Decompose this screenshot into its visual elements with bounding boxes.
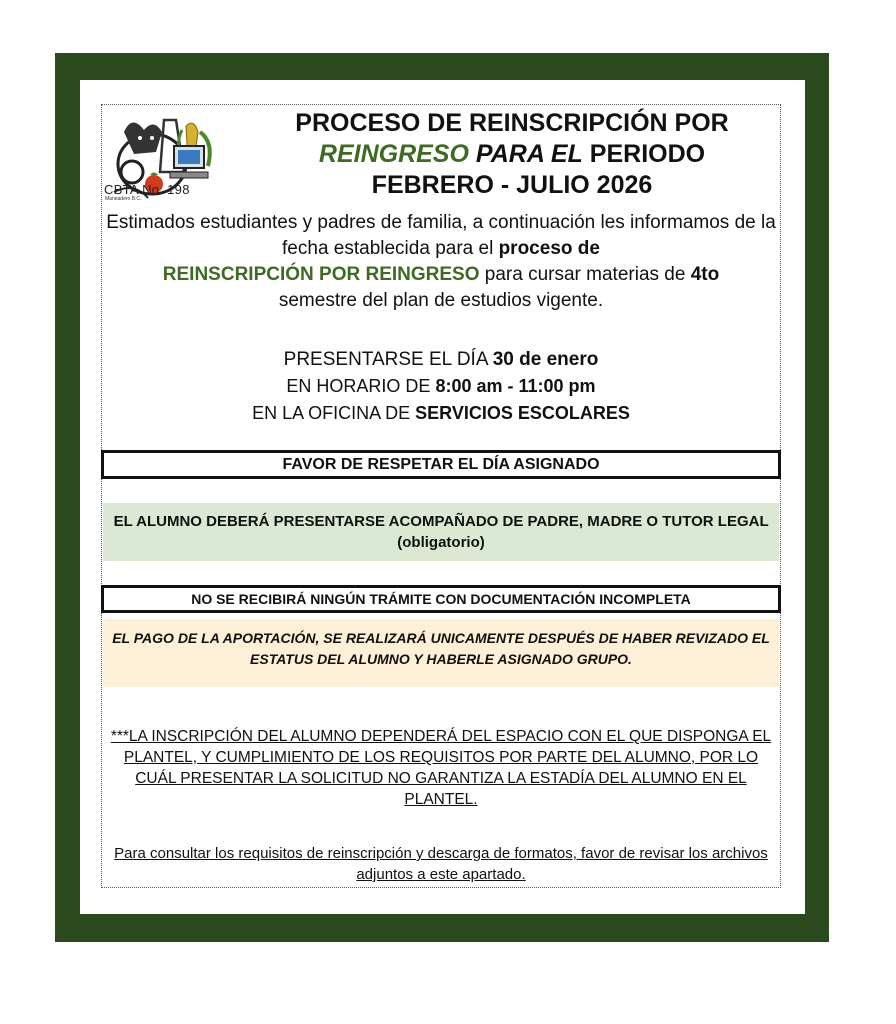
day-label: PRESENTARSE EL DÍA xyxy=(283,349,488,370)
intro-text-3: semestre del plan de estudios vigente. xyxy=(278,290,604,311)
intro-green: REINSCRIPCIÓN POR REINGRESO xyxy=(162,264,480,285)
office-value: SERVICIOS ESCOLARES xyxy=(415,403,630,423)
intro-bold-1: proceso de xyxy=(498,238,600,259)
title-line-2 xyxy=(240,139,784,170)
page-title xyxy=(240,108,784,201)
office-label: EN LA OFICINA DE xyxy=(252,403,411,423)
schedule-day xyxy=(105,346,777,373)
hours-label: EN HORARIO DE xyxy=(286,376,431,396)
notice-parent-band xyxy=(103,503,779,561)
title-para-el: PARA EL xyxy=(475,140,583,168)
notice-payment-band: EL PAGO DE LA APORTACIÓN, SE REALIZARÁ UNICAMENTE DESPUÉS DE HABER REVIZADO EL ESTATUS DEL ALUMNO Y HABERLE ASIGNADO GRUPO. xyxy=(103,619,779,687)
intro-text-2: para cursar materias de xyxy=(484,264,686,285)
logo-sublabel: Maneadero B.C. xyxy=(105,196,142,202)
intro-paragraph xyxy=(105,210,777,314)
hours-value: 8:00 am - 11:00 pm xyxy=(435,376,596,396)
disclaimer-text: ***LA INSCRIPCIÓN DEL ALUMNO DEPENDERÁ DEL ESPACIO CON EL QUE DISPONGA EL PLANTEL, Y CUMPLIMIENTO DE LOS REQUISITOS POR PARTE DEL ALUMNO, POR LO CUÁL PRESENTAR LA SOLICITUD NO GARANTIZA LA ESTADÍA DEL ALUMNO EN EL PLANTEL. xyxy=(110,728,772,808)
notice-parent-extra: (obligatorio) xyxy=(397,534,485,551)
consult-text: Para consultar los requisitos de reinscripción y descarga de formatos, favor de revisar los archivos adjuntos a este apartado. xyxy=(114,845,768,883)
notice-parent-main: EL ALUMNO DEBERÁ PRESENTARSE ACOMPAÑADO DE PADRE, MADRE O TUTOR LEGAL xyxy=(113,513,769,530)
schedule-block xyxy=(105,346,777,427)
intro-bold-2: 4to xyxy=(690,264,720,285)
title-periodo: PERIODO xyxy=(589,140,706,168)
title-line-1: PROCESO DE REINSCRIPCIÓN POR xyxy=(295,109,729,137)
title-reingreso: REINGRESO xyxy=(318,140,469,168)
title-line-3: FEBRERO - JULIO 2026 xyxy=(371,171,653,199)
notice-docs-box: NO SE RECIBIRÁ NINGÚN TRÁMITE CON DOCUMENTACIÓN INCOMPLETA xyxy=(101,585,781,613)
day-value: 30 de enero xyxy=(492,349,599,370)
schedule-hours xyxy=(105,373,777,400)
schedule-office xyxy=(105,400,777,427)
logo-label: CBTA No. 198 xyxy=(104,182,190,197)
notice-day-box: FAVOR DE RESPETAR EL DÍA ASIGNADO xyxy=(101,450,781,479)
intro-text-1: Estimados estudiantes y padres de familia, a continuación les informamos de la fecha establecida para el xyxy=(106,212,776,259)
